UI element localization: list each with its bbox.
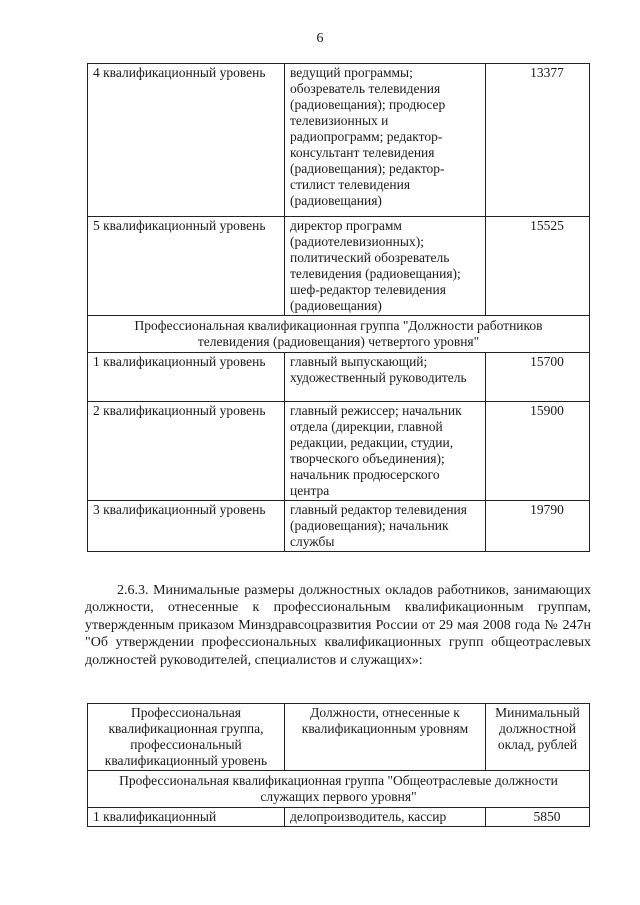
table-row bbox=[88, 501, 590, 552]
positions-cell: главный редактор телевидения (радиовещания); начальник службы bbox=[285, 501, 486, 552]
salary-cell: 13377 bbox=[486, 64, 590, 217]
salary-cell: 5850 bbox=[486, 808, 590, 827]
positions-cell: делопроизводитель, кассир bbox=[285, 808, 486, 827]
group-header-cell: Профессиональная квалификационная группа "Общеотраслевые должности служащих первого уровня" bbox=[88, 771, 590, 808]
table-row bbox=[88, 64, 590, 217]
section-paragraph: 2.6.3. Минимальные размеры должностных окладов работников, занимающих должности, отнесенные к профессиональным квалификационным группам, утвержденным приказом Минздравсоцразвития России от 29 мая 2008 года № 247н "Об утверждении профессиональных квалификационных групп общеотраслевых должностей руководителей, специалистов и служащих»: bbox=[85, 583, 591, 668]
table-row bbox=[88, 217, 590, 316]
group-header-row bbox=[88, 316, 590, 353]
group-header-row bbox=[88, 771, 590, 808]
column-header-salary: Минимальный должностной оклад, рублей bbox=[486, 704, 590, 771]
positions-cell: директор программ (радиотелевизионных); политический обозреватель телевидения (радиовещания); шеф-редактор телевидения (радиовещания) bbox=[285, 217, 486, 316]
table-row bbox=[88, 808, 590, 827]
salary-cell: 15900 bbox=[486, 402, 590, 501]
level-cell: 1 квалификационный bbox=[88, 808, 285, 827]
salary-cell: 15700 bbox=[486, 353, 590, 402]
group-header-cell: Профессиональная квалификационная группа "Должности работников телевидения (радиовещания) четвертого уровня" bbox=[88, 316, 590, 353]
table-header-row bbox=[88, 704, 590, 771]
salary-table-tv bbox=[87, 63, 590, 552]
level-cell: 3 квалификационный уровень bbox=[88, 501, 285, 552]
level-cell: 4 квалификационный уровень bbox=[88, 64, 285, 217]
positions-cell: главный выпускающий; художественный руководитель bbox=[285, 353, 486, 402]
table-row bbox=[88, 353, 590, 402]
column-header-group: Профессиональная квалификационная группа, профессиональный квалификационный уровень bbox=[88, 704, 285, 771]
column-header-positions: Должности, отнесенные к квалификационным уровням bbox=[285, 704, 486, 771]
positions-cell: ведущий программы; обозреватель телевидения (радиовещания); продюсер телевизионных и радиопрограмм; редактор-консультант телевидения (радиовещания); редактор-стилист телевидения (радиовещания) bbox=[285, 64, 486, 217]
salary-table-general bbox=[87, 703, 590, 827]
level-cell: 1 квалификационный уровень bbox=[88, 353, 285, 402]
table-row bbox=[88, 402, 590, 501]
level-cell: 2 квалификационный уровень bbox=[88, 402, 285, 501]
page-number: 6 bbox=[316, 31, 324, 46]
salary-cell: 15525 bbox=[486, 217, 590, 316]
salary-cell: 19790 bbox=[486, 501, 590, 552]
level-cell: 5 квалификационный уровень bbox=[88, 217, 285, 316]
positions-cell: главный режиссер; начальник отдела (дирекции, главной редакции, редакции, студии, творческого объединения); начальник продюсерского центра bbox=[285, 402, 486, 501]
